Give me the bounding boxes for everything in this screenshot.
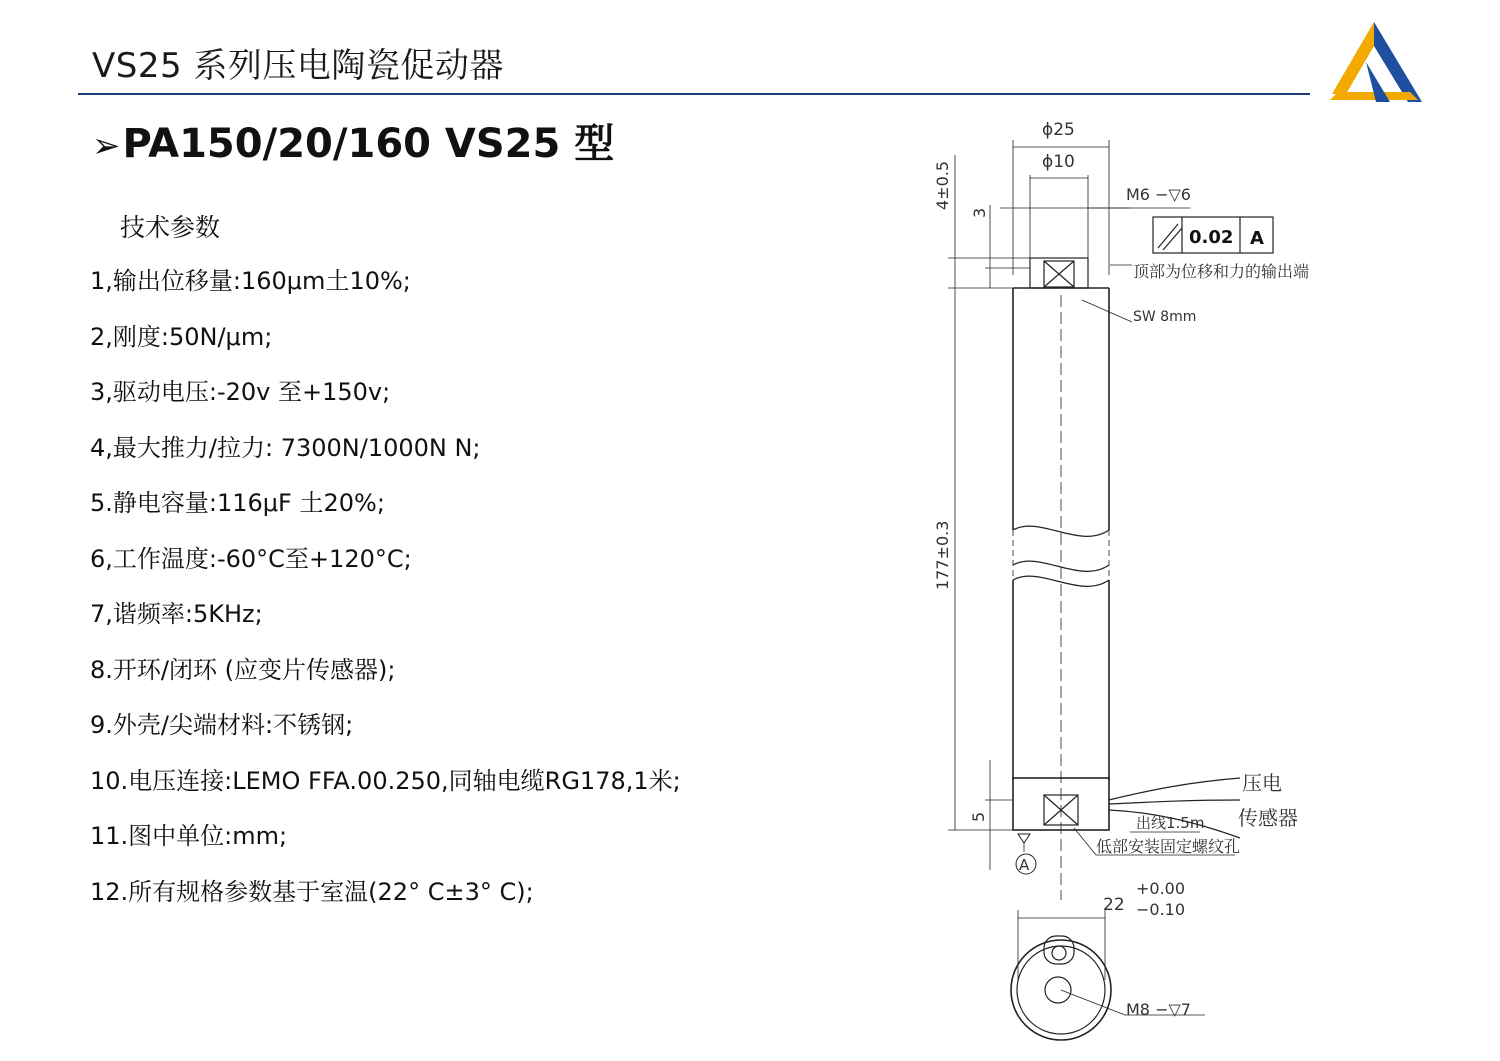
spec-item: 12.所有规格参数基于室温(22° C±3° C); [90, 877, 534, 906]
cable-label-piezo: 压电 [1242, 771, 1282, 795]
datum-marker: A [1019, 856, 1030, 874]
model-name: PA150/20/160 VS25 型 [122, 121, 615, 167]
spec-item: 11.图中单位:mm; [90, 822, 288, 850]
height-top-label: 4±0.5 [933, 160, 952, 210]
tol-plus-label: +0.00 [1136, 879, 1186, 898]
diameter-dimensions [1000, 140, 1190, 275]
spec-item: 8.开环/闭环 (应变片传感器); [90, 655, 396, 684]
spec-item: 10.电压连接:LEMO FFA.00.250,同轴电缆RG178,1米; [90, 766, 681, 795]
spec-item: 3,驱动电压:-20v 至+150v; [90, 378, 391, 406]
tolerance-datum: A [1250, 228, 1264, 249]
dia-inner-label: ϕ10 [1042, 152, 1075, 172]
tol-minus-label: −0.10 [1136, 900, 1186, 919]
arrow-bullet-icon: ➢ [92, 126, 121, 166]
dim-5-label: 5 [969, 811, 988, 822]
spec-list [90, 265, 681, 931]
model-heading [92, 112, 614, 169]
spec-item: 5.静电容量:116μF 土20%; [90, 489, 385, 517]
dim-3-label: 3 [970, 207, 989, 218]
title-divider [78, 93, 1310, 95]
specs-heading: 技术参数 [120, 213, 221, 242]
thread-top-label: M6 −▽6 [1126, 185, 1191, 204]
cable-label-sensor: 传感器 [1238, 806, 1298, 830]
page-title: VS25 系列压电陶瓷促动器 [92, 46, 504, 86]
cable-length-label: 出线1.5m [1136, 814, 1205, 832]
length-label: 177±0.3 [933, 520, 952, 590]
spec-item: 1,输出位移量:160μm土10%; [90, 267, 411, 295]
triangle-logo-icon [1326, 18, 1426, 104]
bottom-mount-note: 低部安装固定螺纹孔 [1096, 837, 1241, 856]
spec-item: 4,最大推力/拉力: 7300N/1000N N; [90, 433, 481, 462]
spec-item: 6,工作温度:-60°C至+120°C; [90, 544, 412, 573]
dia-outer-label: ϕ25 [1042, 120, 1075, 140]
width-dim-label: 22 [1103, 895, 1125, 915]
top-output-note: 顶部为位移和力的输出端 [1133, 262, 1310, 281]
technical-drawing [900, 110, 1320, 1055]
spec-item: 9.外壳/尖端材料:不锈钢; [90, 711, 354, 739]
actuator-body [1013, 288, 1109, 900]
spec-item: 2,刚度:50N/μm; [90, 322, 273, 351]
spec-item: 7,谐频率:5KHz; [90, 600, 263, 628]
wrench-size-label: SW 8mm [1133, 309, 1197, 325]
bottom-view [1011, 936, 1205, 1040]
thread-bottom-label: M8 −▽7 [1126, 1000, 1191, 1019]
tolerance-value: 0.02 [1189, 227, 1234, 248]
